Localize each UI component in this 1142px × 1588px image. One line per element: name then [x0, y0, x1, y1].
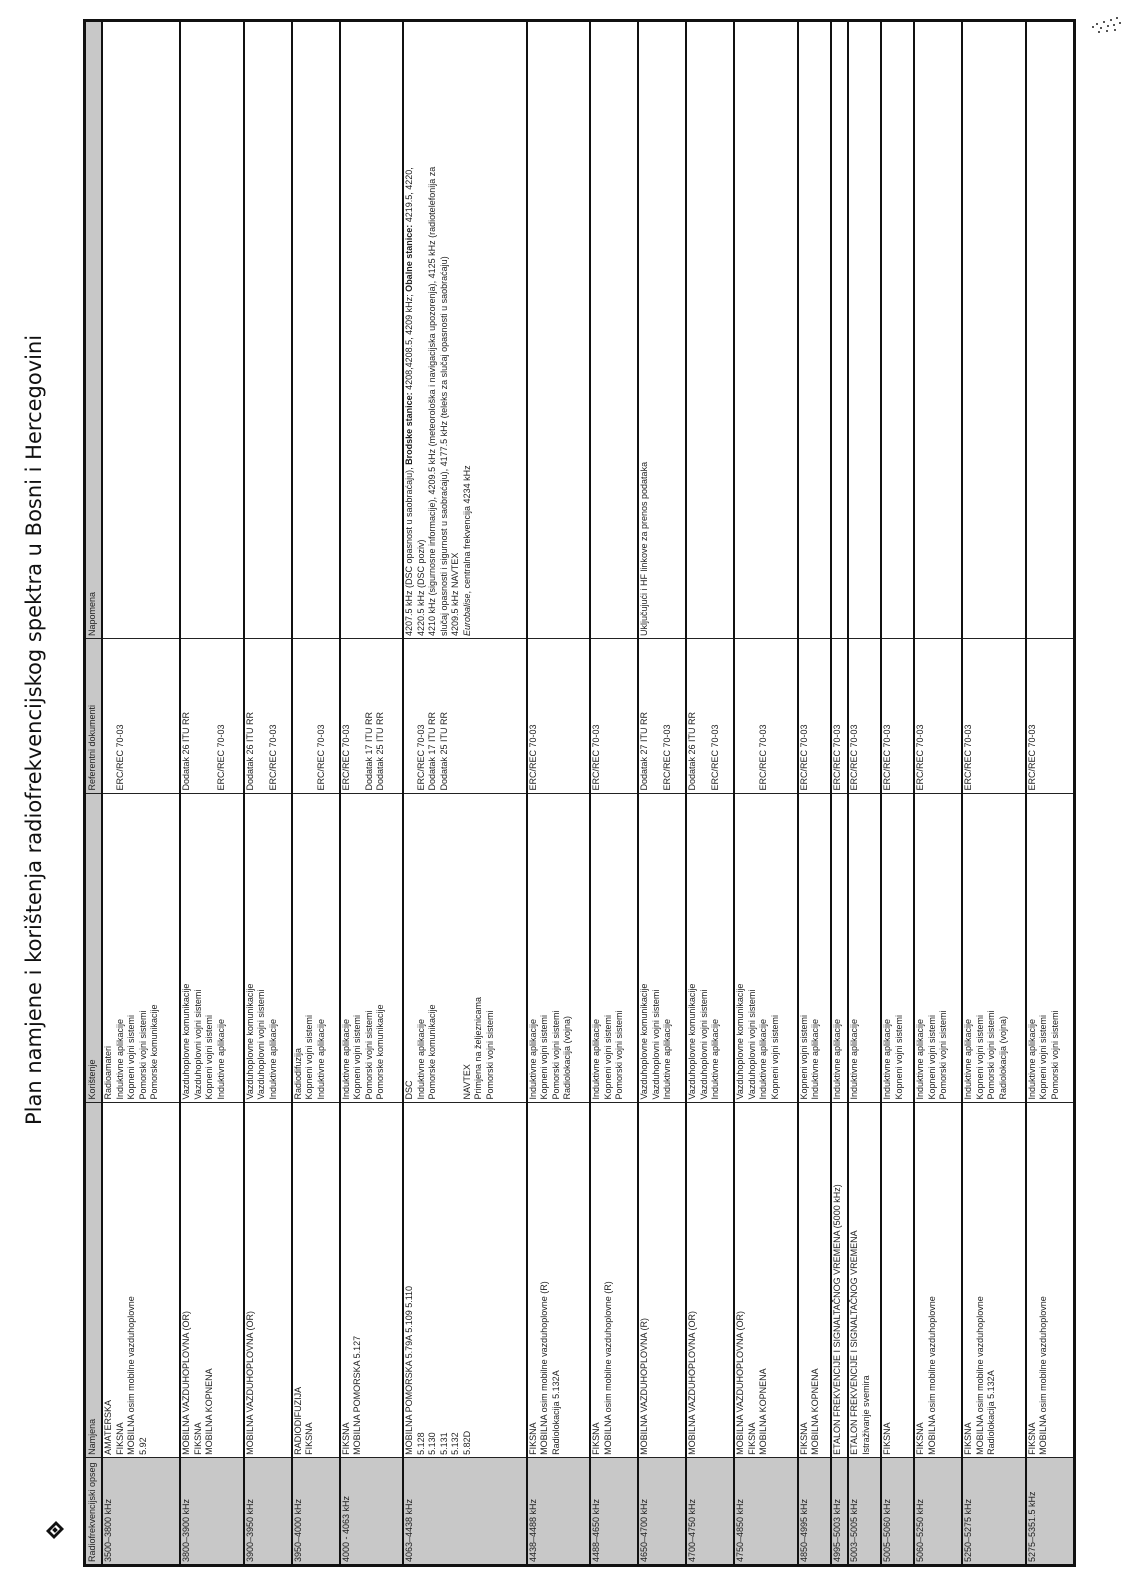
- cell-namjena: [734, 1102, 797, 1457]
- namjena-line: 5.128: [415, 1432, 426, 1455]
- namjena-line: FIKSNA: [915, 1422, 926, 1455]
- ref-line: [603, 641, 615, 791]
- cell-ref: [403, 639, 527, 794]
- namjena-line: MOBILNA osim mobilne vazduhoplovne: [926, 1296, 937, 1455]
- ref-line: ERC/REC 70-03: [1026, 724, 1037, 791]
- cell-range: 4488–4650 kHz: [590, 1457, 638, 1565]
- cell-koristenje: [292, 793, 340, 1102]
- namjena-line: MOBILNA osim mobilne vazduhoplovne: [126, 1296, 136, 1455]
- namjena-line: FIKSNA: [963, 1422, 974, 1455]
- koristenje-line: Kopneni vojni sistemi: [798, 1014, 809, 1100]
- ref-line: [485, 641, 497, 791]
- koristenje-line: Vazduhoplovni vojni sistemi: [650, 989, 661, 1100]
- cell-ref: [686, 639, 734, 794]
- cell-range: 4850–4995 kHz: [798, 1457, 831, 1565]
- cell-ref: [102, 639, 180, 794]
- cell-namjena: [292, 1102, 340, 1457]
- koristenje-line: Induktivne aplikacije: [882, 1018, 893, 1100]
- table-row: [292, 21, 340, 1566]
- cell-namjena: [527, 1102, 590, 1457]
- ref-line: ERC/REC 70-03: [527, 724, 538, 791]
- cell-napomena: [403, 21, 527, 639]
- namjena-line: MOBILNA VAZDUHOPLOVNA (R): [639, 1318, 650, 1455]
- koristenje-line: Kopneni vojni sistemi: [539, 1014, 550, 1100]
- cell-koristenje: [914, 793, 962, 1102]
- ref-line: ERC/REC 70-03: [798, 724, 809, 791]
- cell-napomena: [180, 21, 243, 639]
- ref-line: Dodatak 25 ITU RR: [438, 711, 449, 791]
- namjena-line: Radiolokacija 5.132A: [550, 1370, 561, 1455]
- napomena-line: 4210 kHz (sigurnosne informacije), 4209.5 kHz (meteorološka i navigacijska upozorenja), 4125 kHz (radiotelefonija za: [427, 166, 438, 637]
- cell-namjena: [831, 1102, 849, 1457]
- koristenje-line: Induktivne aplikacije: [963, 1018, 974, 1100]
- ref-line: Dodatak 26 ITU RR: [244, 711, 255, 791]
- ref-line: ERC/REC 70-03: [882, 724, 893, 791]
- namjena-line: MOBILNA KOPNENA: [758, 1368, 769, 1455]
- table-row: [590, 21, 638, 1566]
- koristenje-line: Kopneni vojni sistemi: [204, 1014, 215, 1100]
- koristenje-line: Pomorske komunikacije: [149, 1004, 159, 1100]
- koristenje-line: Vazduhoplovne komunikacije: [735, 983, 746, 1100]
- table-row: [638, 21, 686, 1566]
- koristenje-line: Pomorski vojni sistemi: [938, 1010, 949, 1100]
- logo-icon: [44, 1519, 66, 1541]
- cell-namjena: [340, 1102, 403, 1457]
- koristenje-line: Radiodifuzija: [292, 1047, 303, 1100]
- koristenje-line: Induktivne aplikacije: [831, 1018, 842, 1100]
- table-header-row: [85, 21, 103, 1566]
- namjena-line: MOBILNA VAZDUHOPLOVNA (OR): [735, 1311, 746, 1455]
- ref-line: [352, 641, 364, 791]
- cell-napomena: [340, 21, 403, 639]
- cell-koristenje: [340, 793, 403, 1102]
- cell-range: 4650–4700 kHz: [638, 1457, 686, 1565]
- cell-koristenje: [590, 793, 638, 1102]
- cell-namjena: [180, 1102, 243, 1457]
- cell-ref: [881, 639, 914, 794]
- koristenje-line: Kopneni vojni sistemi: [352, 1014, 363, 1100]
- cell-namjena: [798, 1102, 831, 1457]
- ref-line: Dodatak 17 ITU RR: [363, 711, 374, 791]
- koristenje-line: Induktivne aplikacije: [591, 1018, 602, 1100]
- namjena-line: Istraživanje svemira: [860, 1375, 871, 1455]
- namjena-line: FIKSNA: [1026, 1422, 1037, 1455]
- koristenje-line: Induktivne aplikacije: [662, 1018, 673, 1100]
- table-row: [1026, 21, 1075, 1566]
- ref-line: ERC/REC 70-03: [415, 724, 426, 791]
- cell-koristenje: [962, 793, 1025, 1102]
- ref-line: Dodatak 25 ITU RR: [375, 711, 386, 791]
- ref-line: [450, 641, 462, 791]
- namjena-line: AMATERSKA: [103, 1400, 113, 1455]
- cell-range: 4700–4750 kHz: [686, 1457, 734, 1565]
- table-row: [962, 21, 1025, 1566]
- table-row: [914, 21, 962, 1566]
- koristenje-line: Induktivne aplikacije: [849, 1018, 860, 1100]
- header-namjena: Namjena: [85, 1102, 103, 1457]
- cell-range: 5275–5351.5 kHz: [1026, 1457, 1075, 1565]
- table-row: [734, 21, 797, 1566]
- cell-koristenje: [403, 793, 527, 1102]
- namjena-line: FIKSNA: [192, 1422, 203, 1455]
- frequency-allocation-table: [83, 19, 1076, 1567]
- koristenje-line: Pomorski vojni sistemi: [363, 1010, 374, 1100]
- koristenje-line: Induktivne aplikacije: [527, 1018, 538, 1100]
- koristenje-line: Kopneni vojni sistemi: [602, 1014, 613, 1100]
- cell-napomena: [244, 21, 292, 639]
- namjena-line: MOBILNA VAZDUHOPLOVNA (OR): [244, 1311, 255, 1455]
- ref-line: ERC/REC 70-03: [591, 724, 602, 791]
- koristenje-line: Induktivne aplikacije: [1026, 1018, 1037, 1100]
- ref-line: [562, 641, 574, 791]
- cell-koristenje: [831, 793, 849, 1102]
- table-row: [244, 21, 292, 1566]
- koristenje-line: Kopneni vojni sistemi: [126, 1014, 136, 1100]
- cell-koristenje: [638, 793, 686, 1102]
- cell-koristenje: [734, 793, 797, 1102]
- cell-koristenje: [881, 793, 914, 1102]
- table-row: [102, 21, 180, 1566]
- koristenje-line: Pomorski vojni sistemi: [986, 1010, 997, 1100]
- cell-namjena: [848, 1102, 881, 1457]
- koristenje-line: Induktivne aplikacije: [915, 1018, 926, 1100]
- koristenje-line: Induktivne aplikacije: [810, 1018, 821, 1100]
- ref-line: [304, 641, 316, 791]
- napomena-line: 4220.5 kHz (DSC poziv): [415, 539, 426, 637]
- ref-line: ERC/REC 70-03: [963, 724, 974, 791]
- ref-line: [539, 641, 551, 791]
- koristenje-line: Radiolokacija (vojna): [997, 1015, 1008, 1100]
- cell-range: 4000 - 4063 kHz: [340, 1457, 403, 1565]
- koristenje-line: Radioamateri: [103, 1045, 113, 1100]
- namjena-line: FIKSNA: [798, 1422, 809, 1455]
- cell-ref: [734, 639, 797, 794]
- cell-koristenje: [686, 793, 734, 1102]
- cell-ref: [244, 639, 292, 794]
- koristenje-line: Induktivne aplikacije: [267, 1018, 278, 1100]
- cell-range: 5060–5250 kHz: [914, 1457, 962, 1565]
- ref-line: [103, 641, 115, 791]
- ref-line: [551, 641, 563, 791]
- cell-ref: [798, 639, 831, 794]
- koristenje-line: Vazduhoplovni vojni sistemi: [746, 989, 757, 1100]
- koristenje-line: Vazduhoplovne komunikacije: [181, 983, 192, 1100]
- ref-line: ERC/REC 70-03: [114, 724, 125, 791]
- ref-line: ERC/REC 70-03: [915, 724, 926, 791]
- koristenje-line: Kopneni vojni sistemi: [769, 1014, 780, 1100]
- cell-namjena: [962, 1102, 1025, 1457]
- namjena-line: ETALON FREKVENCIJE I SIGNALTAČNOG VREMENA (5000 kHz): [831, 1184, 842, 1455]
- koristenje-line: Induktivne aplikacije: [415, 1018, 426, 1100]
- ref-line: [149, 641, 161, 791]
- cell-koristenje: [102, 793, 180, 1102]
- ref-line: ERC/REC 70-03: [831, 724, 842, 791]
- cell-range: 4750–4850 kHz: [734, 1457, 797, 1565]
- ref-line: ERC/REC 70-03: [710, 724, 721, 791]
- ref-line: [747, 641, 759, 791]
- ref-line: Dodatak 26 ITU RR: [181, 711, 192, 791]
- napomena-line: 4209.5 kHz NAVTEX: [450, 552, 461, 637]
- cell-ref: [340, 639, 403, 794]
- ref-line: [614, 641, 626, 791]
- koristenje-line: Kopneni vojni sistemi: [1038, 1014, 1049, 1100]
- table-row: [848, 21, 881, 1566]
- ref-line: ERC/REC 70-03: [215, 724, 226, 791]
- cell-napomena: [638, 21, 686, 639]
- cell-ref: [1026, 639, 1075, 794]
- ref-line: ERC/REC 70-03: [849, 724, 860, 791]
- koristenje-line: Pomorski vojni sistemi: [137, 1010, 148, 1100]
- cell-range: 3900–3950 kHz: [244, 1457, 292, 1565]
- ref-line: [651, 641, 663, 791]
- namjena-line: 5.131: [438, 1432, 449, 1455]
- koristenje-line: Induktivne aplikacije: [315, 1018, 326, 1100]
- table-row: [180, 21, 243, 1566]
- koristenje-line: Kopneni vojni sistemi: [304, 1014, 315, 1100]
- cell-namjena: [638, 1102, 686, 1457]
- napomena-line: 4207.5 kHz (DSC opasnost u saobraćaju), Brodske stanice: 4208,4208.5, 4209 kHz; Obalne stanice: 4219.5, 4220,: [404, 167, 415, 637]
- namjena-line: FIKSNA: [882, 1422, 893, 1455]
- cell-namjena: [590, 1102, 638, 1457]
- allocation-table-page: [83, 19, 1076, 1567]
- cell-namjena: [914, 1102, 962, 1457]
- table-row: [881, 21, 914, 1566]
- koristenje-line: Vazduhoplovni vojni sistemi: [698, 989, 709, 1100]
- koristenje-line: Pomorski vojni sistemi: [550, 1010, 561, 1100]
- cell-range: 3500–3800 kHz: [102, 1457, 180, 1565]
- namjena-line: ETALON FREKVENCIJE I SIGNALTAČNOG VREMENA: [849, 1230, 860, 1455]
- namjena-line: MOBILNA osim mobilne vazduhoplovne (R): [539, 1281, 550, 1455]
- cell-koristenje: [180, 793, 243, 1102]
- header-koristenje: Korištenje: [85, 793, 103, 1102]
- cell-ref: [831, 639, 849, 794]
- koristenje-line: Pomorski vojni sistemi: [614, 1010, 625, 1100]
- koristenje-line: NAVTEX: [461, 1064, 472, 1100]
- cell-ref: [962, 639, 1025, 794]
- cell-koristenje: [798, 793, 831, 1102]
- cell-range: 3950–4000 kHz: [292, 1457, 340, 1565]
- table-row: [831, 21, 849, 1566]
- koristenje-line: Vazduhoplovne komunikacije: [687, 983, 698, 1100]
- namjena-line: FIKSNA: [340, 1422, 351, 1455]
- ref-line: [770, 641, 782, 791]
- cell-napomena: [686, 21, 734, 639]
- cell-range: 3800–3900 kHz: [180, 1457, 243, 1565]
- cell-range: 4063–4438 kHz: [403, 1457, 527, 1565]
- ref-line: [735, 641, 747, 791]
- napomena-line: Eurobalise, centralna frekvencija 4234 kHz: [461, 465, 472, 637]
- namjena-line: MOBILNA osim mobilne vazduhoplovne (R): [602, 1281, 613, 1455]
- ref-line: [204, 641, 216, 791]
- ref-line: Dodatak 26 ITU RR: [687, 711, 698, 791]
- cell-napomena: [734, 21, 797, 639]
- namjena-line: FIKSNA: [591, 1422, 602, 1455]
- table-row: [798, 21, 831, 1566]
- ref-line: [138, 641, 150, 791]
- koristenje-line: [450, 796, 462, 1100]
- cell-namjena: [881, 1102, 914, 1457]
- koristenje-line: Pomorske komunikacije: [375, 1004, 386, 1100]
- cell-napomena: [881, 21, 914, 639]
- cell-namjena: [1026, 1102, 1075, 1457]
- namjena-line: MOBILNA KOPNENA: [810, 1368, 821, 1455]
- namjena-line: MOBILNA POMORSKA 5.79A 5.109 5.110: [404, 1285, 415, 1455]
- cell-napomena: [292, 21, 340, 639]
- scan-speckle-icon: [1088, 14, 1126, 38]
- cell-koristenje: [527, 793, 590, 1102]
- ref-line: [404, 641, 416, 791]
- cell-koristenje: [1026, 793, 1075, 1102]
- ref-line: Dodatak 17 ITU RR: [427, 711, 438, 791]
- ref-line: [462, 641, 474, 791]
- koristenje-line: Kopneni vojni sistemi: [893, 1014, 904, 1100]
- koristenje-line: Kopneni vojni sistemi: [926, 1014, 937, 1100]
- cell-ref: [914, 639, 962, 794]
- cell-napomena: [831, 21, 849, 639]
- koristenje-line: Primjena na željeznicama: [473, 996, 484, 1100]
- namjena-line: RADIODIFUZIJA: [292, 1386, 303, 1455]
- cell-napomena: [1026, 21, 1075, 639]
- namjena-line: MOBILNA KOPNENA: [204, 1368, 215, 1455]
- cell-napomena: [590, 21, 638, 639]
- cell-namjena: [244, 1102, 292, 1457]
- koristenje-line: Induktivne aplikacije: [215, 1018, 226, 1100]
- cell-range: 4995–5003 kHz: [831, 1457, 849, 1565]
- ref-line: [256, 641, 268, 791]
- cell-ref: [527, 639, 590, 794]
- cell-range: 5005–5060 kHz: [881, 1457, 914, 1565]
- ref-line: ERC/REC 70-03: [662, 724, 673, 791]
- cell-napomena: [527, 21, 590, 639]
- ref-line: ERC/REC 70-03: [758, 724, 769, 791]
- ref-line: [126, 641, 138, 791]
- ref-line: [293, 641, 305, 791]
- koristenje-line: Pomorske komunikacije: [427, 1004, 438, 1100]
- cell-ref: [590, 639, 638, 794]
- koristenje-line: Pomorski vojni sistemi: [1049, 1010, 1060, 1100]
- namjena-line: 5.132: [450, 1432, 461, 1455]
- namjena-line: 5.130: [427, 1432, 438, 1455]
- cell-namjena: [686, 1102, 734, 1457]
- ref-line: [699, 641, 711, 791]
- namjena-line: 5.82D: [461, 1430, 472, 1455]
- cell-napomena: [962, 21, 1025, 639]
- ref-line: ERC/REC 70-03: [267, 724, 278, 791]
- koristenje-line: Induktivne aplikacije: [710, 1018, 721, 1100]
- namjena-line: Radiolokacija 5.132A: [986, 1370, 997, 1455]
- namjena-line: MOBILNA POMORSKA 5.127: [352, 1335, 363, 1455]
- table-row: [403, 21, 527, 1566]
- table-row: [340, 21, 403, 1566]
- namjena-line: FIKSNA: [527, 1422, 538, 1455]
- koristenje-line: Induktivne aplikacije: [114, 1018, 125, 1100]
- cell-range: 5250–5275 kHz: [962, 1457, 1025, 1565]
- koristenje-line: Induktivne aplikacije: [340, 1018, 351, 1100]
- cell-namjena: [102, 1102, 180, 1457]
- namjena-line: 5.92: [137, 1437, 148, 1455]
- namjena-line: FIKSNA: [746, 1422, 757, 1455]
- page-title: Plan namjene i korištenja radiofrekvencijskog spektra u Bosni i Hercegovini: [22, 334, 46, 1125]
- ref-line: ERC/REC 70-03: [315, 724, 326, 791]
- cell-range: 4438–4488 kHz: [527, 1457, 590, 1565]
- header-napomena: Napomena: [85, 21, 103, 639]
- koristenje-line: Kopneni vojni sistemi: [974, 1014, 985, 1100]
- table-row: [686, 21, 734, 1566]
- namjena-line: FIKSNA: [304, 1422, 315, 1455]
- cell-ref: [180, 639, 243, 794]
- header-range: Radiofrekvencijski opseg: [85, 1457, 103, 1565]
- cell-napomena: [848, 21, 881, 639]
- cell-napomena: [914, 21, 962, 639]
- namjena-line: MOBILNA osim mobilne vazduhoplovne: [1038, 1296, 1049, 1455]
- cell-napomena: [798, 21, 831, 639]
- table-row: [527, 21, 590, 1566]
- koristenje-line: Vazduhoplovni vojni sistemi: [256, 989, 267, 1100]
- koristenje-line: DSC: [404, 1080, 415, 1100]
- cell-koristenje: [848, 793, 881, 1102]
- koristenje-line: Induktivne aplikacije: [758, 1018, 769, 1100]
- ref-line: [473, 641, 485, 791]
- cell-ref: [292, 639, 340, 794]
- namjena-line: FIKSNA: [114, 1422, 125, 1455]
- koristenje-line: Vazduhoplovne komunikacije: [244, 983, 255, 1100]
- namjena-line: MOBILNA VAZDUHOPLOVNA (OR): [687, 1311, 698, 1455]
- ref-line: Dodatak 27 ITU RR: [639, 711, 650, 791]
- ref-line: [193, 641, 205, 791]
- koristenje-line: Vazduhoplovni vojni sistemi: [192, 989, 203, 1100]
- koristenje-line: Pomorski vojni sistemi: [484, 1010, 495, 1100]
- koristenje-line: Vazduhoplovne komunikacije: [639, 983, 650, 1100]
- namjena-line: MOBILNA VAZDUHOPLOVNA (OR): [181, 1311, 192, 1455]
- koristenje-line: [439, 796, 451, 1100]
- koristenje-line: Radiolokacija (vojna): [562, 1015, 573, 1100]
- header-ref: Referentni dokumenti: [85, 639, 103, 794]
- namjena-line: MOBILNA osim mobilne vazduhoplovne: [974, 1296, 985, 1455]
- cell-range: 5003–5005 kHz: [848, 1457, 881, 1565]
- cell-ref: [848, 639, 881, 794]
- napomena-line: Uključujući i HF linkove za prenos podataka: [639, 461, 650, 637]
- cell-koristenje: [244, 793, 292, 1102]
- cell-ref: [638, 639, 686, 794]
- ref-line: ERC/REC 70-03: [340, 724, 351, 791]
- cell-napomena: [102, 21, 180, 639]
- napomena-line: slučaj opasnosti i sigurnost u saobraćaju), 4177.5 kHz (teleks za slučaj opasnosti u saobraćaju): [438, 256, 449, 637]
- cell-namjena: [403, 1102, 527, 1457]
